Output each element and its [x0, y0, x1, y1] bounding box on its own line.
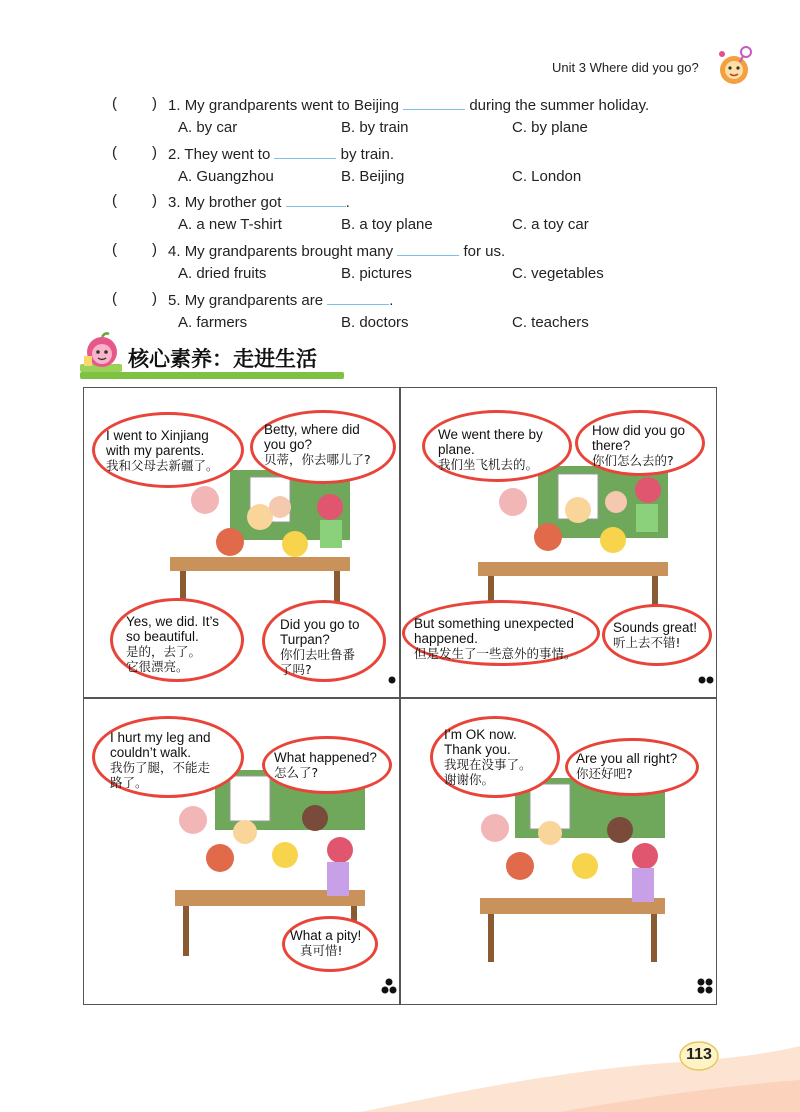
option-c[interactable]: C. vegetables: [512, 265, 604, 282]
bubble-text: I’m OK now. Thank you. 我现在没事了。 谢谢你。: [444, 727, 532, 787]
comic-divider-vertical: [399, 387, 401, 1005]
bubble-text: What happened? 怎么了?: [274, 750, 377, 780]
question-text-before: My grandparents are: [184, 292, 324, 309]
answer-paren-close: ): [152, 192, 157, 209]
bubble-text: Sounds great! 听上去不错!: [613, 620, 698, 650]
page-number-badge: [678, 1040, 720, 1072]
section-underline: [80, 372, 344, 379]
bubble-text: Did you go to Turpan? 你们去吐鲁番 了吗?: [280, 617, 360, 677]
page-number: 113: [686, 1046, 712, 1063]
panel-4-marker-icon: [697, 978, 713, 994]
comic-divider-horizontal: [83, 697, 717, 699]
bubble-text: We went there by plane. 我们坐飞机去的。: [438, 427, 543, 472]
answer-paren-open: (: [112, 192, 117, 209]
bubble-text: What a pity! 真可惜!: [290, 928, 362, 958]
panel-1-marker-icon: [388, 676, 396, 684]
mascot-icon: [712, 44, 756, 88]
panel-2-illustration: [468, 462, 678, 612]
answer-paren-close: ): [152, 144, 157, 161]
panel-3-marker-icon: [381, 978, 397, 994]
panel-2-marker-icon: [698, 676, 714, 684]
option-c[interactable]: C. teachers: [512, 314, 589, 331]
answer-paren-close: ): [152, 241, 157, 258]
answer-paren-close: ): [152, 95, 157, 112]
unit-title: Unit 3 Where did you go?: [552, 60, 699, 75]
option-b[interactable]: B. pictures: [341, 265, 412, 282]
answer-blank[interactable]: [274, 144, 336, 159]
question-text-before: My grandparents went to Beijing: [184, 97, 399, 114]
option-c[interactable]: C. by plane: [512, 119, 588, 136]
question-text-after: by train.: [340, 146, 394, 163]
bubble-text: I went to Xinjiang with my parents. 我和父母去新疆了。: [106, 428, 219, 473]
option-c[interactable]: C. a toy car: [512, 216, 589, 233]
option-b[interactable]: B. Beijing: [341, 168, 405, 185]
question-text-after: during the summer holiday.: [469, 97, 650, 114]
option-b[interactable]: B. by train: [341, 119, 409, 136]
question-text-before: My grandparents brought many: [184, 243, 394, 260]
panel-4-illustration: [470, 778, 675, 966]
answer-paren-open: (: [112, 144, 117, 161]
answer-blank[interactable]: [327, 290, 389, 305]
bubble-text: Are you all right? 你还好吧?: [576, 751, 678, 781]
answer-paren-open: (: [112, 241, 117, 258]
bubble-text: I hurt my leg and couldn’t walk. 我伤了腿，不能走 路了。: [110, 730, 211, 790]
option-a[interactable]: A. farmers: [178, 314, 248, 331]
answer-paren-open: (: [112, 290, 117, 307]
bubble-text: But something unexpected happened. 但是发生了一些意外的事情。: [414, 616, 577, 661]
question-text-after: .: [345, 194, 350, 211]
answer-blank[interactable]: [397, 241, 459, 256]
question-number: 5.: [168, 292, 185, 309]
bubble-text: Yes, we did. It’s so beautiful. 是的，去了。 它很漂亮。: [126, 614, 220, 674]
question-number: 2.: [168, 146, 185, 163]
option-a[interactable]: A. dried fruits: [178, 265, 267, 282]
answer-paren-close: ): [152, 290, 157, 307]
apple-mascot-icon: [78, 330, 124, 376]
question-text-before: My brother got: [184, 194, 282, 211]
answer-blank[interactable]: [403, 95, 465, 110]
option-a[interactable]: A. by car: [178, 119, 238, 136]
answer-blank[interactable]: [286, 192, 346, 207]
option-a[interactable]: A. a new T-shirt: [178, 216, 282, 233]
question-number: 1.: [168, 97, 185, 114]
option-b[interactable]: B. a toy plane: [341, 216, 433, 233]
option-c[interactable]: C. London: [512, 168, 582, 185]
bubble-text: How did you go there? 你们怎么去的?: [592, 423, 686, 468]
section-title: 核心素养：走进生活: [128, 347, 317, 371]
question-number: 3.: [168, 194, 185, 211]
option-b[interactable]: B. doctors: [341, 314, 409, 331]
answer-paren-open: (: [112, 95, 117, 112]
question-number: 4.: [168, 243, 185, 260]
bubble-text: Betty, where did you go? 贝蒂，你去哪儿了?: [264, 422, 371, 467]
question-text-before: They went to: [184, 146, 271, 163]
option-a[interactable]: A. Guangzhou: [178, 168, 274, 185]
question-text-after: for us.: [463, 243, 506, 260]
question-text-after: .: [389, 292, 394, 309]
